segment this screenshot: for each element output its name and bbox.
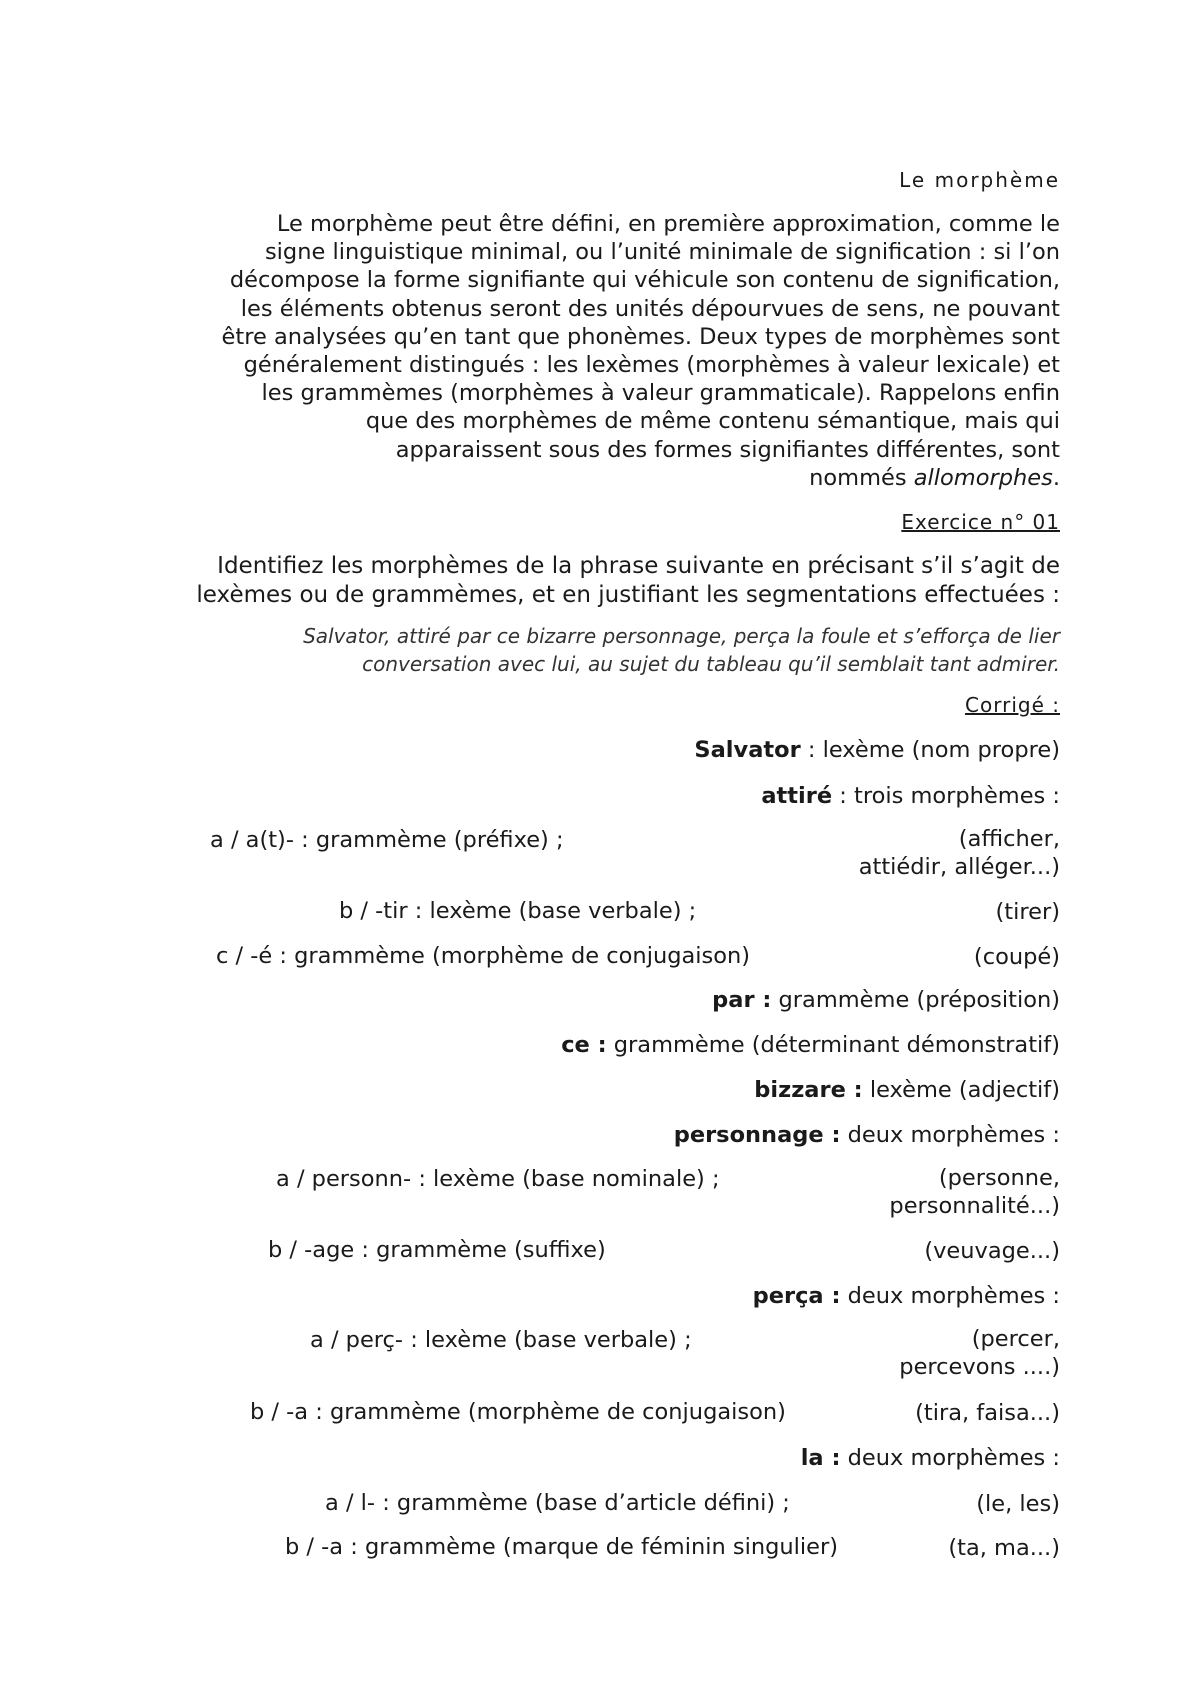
- exercise-instruction: [100, 552, 1060, 610]
- segment-examples: [915, 1399, 1060, 1427]
- sentence-line: Salvator, attiré par ce bizarre personnage, perça la foule et s’efforça de lier: [303, 624, 1060, 648]
- entry-description: deux morphèmes :: [840, 1445, 1060, 1471]
- segment-text: a / a(t)- : grammème (préfixe) ;: [210, 827, 564, 853]
- entry-bizzare: [754, 1077, 1060, 1103]
- segment-examples: [899, 1325, 1060, 1381]
- segment-examples: [996, 898, 1060, 926]
- segment-text: a / l- : grammème (base d’article défini) ;: [325, 1490, 790, 1516]
- segment-examples: [924, 1237, 1060, 1265]
- intro-paragraph: [140, 210, 1060, 492]
- entry-term: attiré: [761, 783, 833, 809]
- intro-line: être analysées qu’en tant que phonèmes. Deux types de morphèmes sont: [221, 323, 1060, 350]
- entry-description: lexème (adjectif): [862, 1077, 1060, 1103]
- correction-title: Corrigé :: [965, 693, 1060, 717]
- entry-description: grammème (préposition): [771, 987, 1060, 1013]
- example-line: (tira, faisa...): [915, 1400, 1060, 1426]
- intro-line: généralement distingués : les lexèmes (morphèmes à valeur lexicale) et: [243, 352, 1060, 379]
- segment-text: b / -a : grammème (morphème de conjugaison): [250, 1399, 786, 1425]
- entry-term: perça :: [752, 1283, 841, 1309]
- intro-last-prefix: nommés: [809, 464, 914, 491]
- entry-term: ce :: [561, 1032, 607, 1058]
- entry-term: personnage :: [673, 1122, 841, 1148]
- document-title: Le morphème: [899, 168, 1060, 192]
- instruction-line: Identifiez les morphèmes de la phrase suivante en précisant s’il s’agit de: [217, 553, 1060, 579]
- example-line: (le, les): [976, 1491, 1060, 1517]
- intro-line: les éléments obtenus seront des unités dépourvues de sens, ne pouvant: [240, 295, 1060, 322]
- exercise-title: Exercice n° 01: [901, 510, 1060, 534]
- entry-description: deux morphèmes :: [840, 1283, 1060, 1309]
- segment-text: c / -é : grammème (morphème de conjugaison): [216, 943, 751, 969]
- intro-line: Le morphème peut être défini, en première approximation, comme le: [276, 211, 1060, 237]
- instruction-line: lexèmes ou de grammèmes, et en justifiant les segmentations effectuées :: [196, 582, 1060, 608]
- intro-last-suffix: .: [1052, 464, 1060, 491]
- segment-examples: [889, 1164, 1060, 1220]
- example-line: (veuvage...): [924, 1238, 1060, 1264]
- entry-term: la :: [800, 1445, 841, 1471]
- entry-attire: [761, 783, 1060, 809]
- exercise-sentence: [160, 623, 1060, 678]
- example-line: (ta, ma...): [948, 1535, 1060, 1561]
- segment-examples: [976, 1490, 1060, 1518]
- entry-description: deux morphèmes :: [840, 1122, 1060, 1148]
- example-line: (coupé): [973, 944, 1060, 970]
- intro-line: que des morphèmes de même contenu sémantique, mais qui: [365, 408, 1060, 435]
- allomorphes-term: allomorphes: [913, 464, 1053, 491]
- segment-text: b / -tir : lexème (base verbale) ;: [339, 898, 697, 924]
- segment-examples: [948, 1534, 1060, 1562]
- example-line: personnalité...): [889, 1193, 1060, 1219]
- intro-line: décompose la forme signifiante qui véhicule son contenu de signification,: [229, 267, 1060, 294]
- example-line: (tirer): [995, 899, 1060, 925]
- entry-term: bizzare :: [754, 1077, 863, 1103]
- entry-description: : trois morphèmes :: [832, 783, 1060, 809]
- segment-text: b / -age : grammème (suffixe): [268, 1237, 606, 1263]
- entry-term: par :: [712, 987, 772, 1013]
- segment-text: a / personn- : lexème (base nominale) ;: [276, 1166, 720, 1192]
- intro-line: apparaissent sous des formes signifiantes différentes, sont: [395, 436, 1060, 463]
- example-line: (afficher,: [958, 826, 1060, 852]
- example-line: attiédir, alléger...): [858, 854, 1060, 880]
- segment-examples: [974, 943, 1060, 971]
- entry-description: grammème (déterminant démonstratif): [606, 1032, 1060, 1058]
- entry-personnage: [674, 1122, 1060, 1148]
- example-line: (personne,: [938, 1165, 1060, 1191]
- intro-line: les grammèmes (morphèmes à valeur grammaticale). Rappelons enfin: [261, 380, 1060, 407]
- entry-la: [801, 1445, 1060, 1471]
- sentence-line: conversation avec lui, au sujet du tableau qu’il semblait tant admirer.: [362, 651, 1060, 676]
- segment-examples: [859, 825, 1060, 881]
- intro-line: signe linguistique minimal, ou l’unité minimale de signification : si l’on: [264, 239, 1060, 266]
- example-line: (percer,: [971, 1326, 1060, 1352]
- intro-line-last: [140, 464, 1060, 492]
- entry-ce: [561, 1032, 1060, 1058]
- entry-perca: [753, 1283, 1060, 1309]
- segment-text: b / -a : grammème (marque de féminin singulier): [285, 1534, 839, 1560]
- segment-text: a / perç- : lexème (base verbale) ;: [310, 1327, 692, 1353]
- example-line: percevons ....): [899, 1354, 1060, 1380]
- entry-par: [712, 987, 1060, 1013]
- entry-description: : lexème (nom propre): [800, 737, 1060, 763]
- entry-term: Salvator: [694, 737, 801, 763]
- entry-salvator: [694, 737, 1060, 763]
